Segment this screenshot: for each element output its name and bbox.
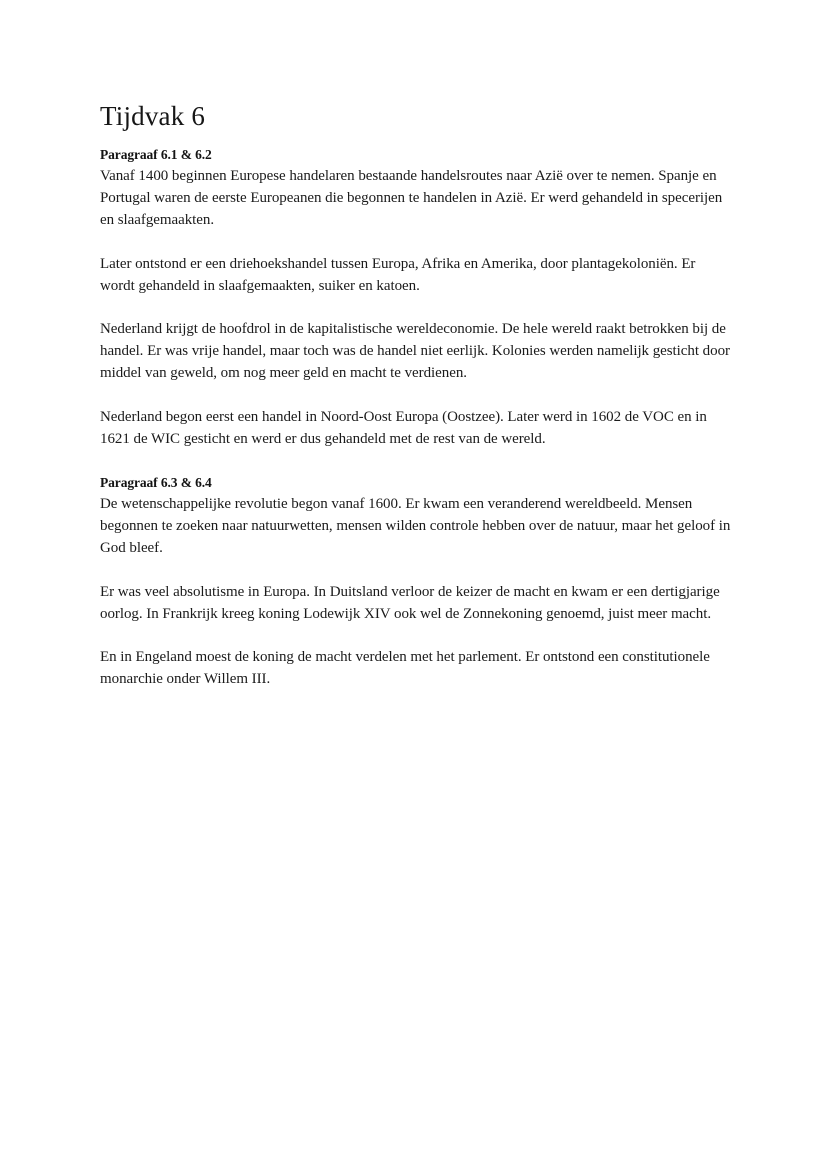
document-content [100, 99, 732, 690]
paragraph-text: Vanaf 1400 beginnen Europese handelaren bestaande handelsroutes naar Azië over te nemen. Spanje en Portugal waren de eerste Europeanen die begonnen te handelen in Azië. Er werd gehandeld in specerijen en slaafgemaakten. [100, 168, 723, 229]
paragraph-text: Nederland begon eerst een handel in Noord-Oost Europa (Oostzee). Later werd in 1602 de VOC en in 1621 de WIC gesticht en werd er dus gehandeld met de rest van de wereld. [100, 408, 707, 447]
page-title: Tijdvak 6 [100, 101, 206, 131]
section-heading-6-1-6-2: Paragraaf 6.1 & 6.2 [100, 147, 212, 162]
paragraph-text: Er was veel absolutisme in Europa. In Duitsland verloor de keizer de macht en kwam er een dertigjarige oorlog. In Frankrijk kreeg koning Lodewijk XIV ook wel de Zonnekoning genoemd, juist meer macht. [100, 583, 720, 622]
section-heading-6-3-6-4: Paragraaf 6.3 & 6.4 [100, 475, 212, 491]
section-paragraaf-6-3-6-4 [100, 472, 732, 690]
section-paragraaf-6-1-6-2 [100, 144, 732, 450]
paragraph-text: De wetenschappelijke revolutie begon vanaf 1600. Er kwam een veranderend wereldbeeld. Mensen begonnen te zoeken naar natuurwetten, mensen wilden controle hebben over de natuur, maar het geloof in God bleef. [100, 496, 731, 557]
paragraph-text: Nederland krijgt de hoofdrol in de kapitalistische wereldeconomie. De hele wereld raakt betrokken bij de handel. Er was vrije handel, maar toch was de handel niet eerlijk. Kolonies werden namelijk gesticht door middel van geweld, om nog meer geld en macht te verdienen. [100, 321, 730, 382]
paragraph-text: En in Engeland moest de koning de macht verdelen met het parlement. Er ontstond een constitutionele monarchie onder Willem III. [100, 649, 710, 688]
paragraph-text: Later ontstond er een driehoekshandel tussen Europa, Afrika en Amerika, door plantagekoloniën. Er wordt gehandeld in slaafgemaakten, suiker en katoen. [100, 255, 696, 294]
